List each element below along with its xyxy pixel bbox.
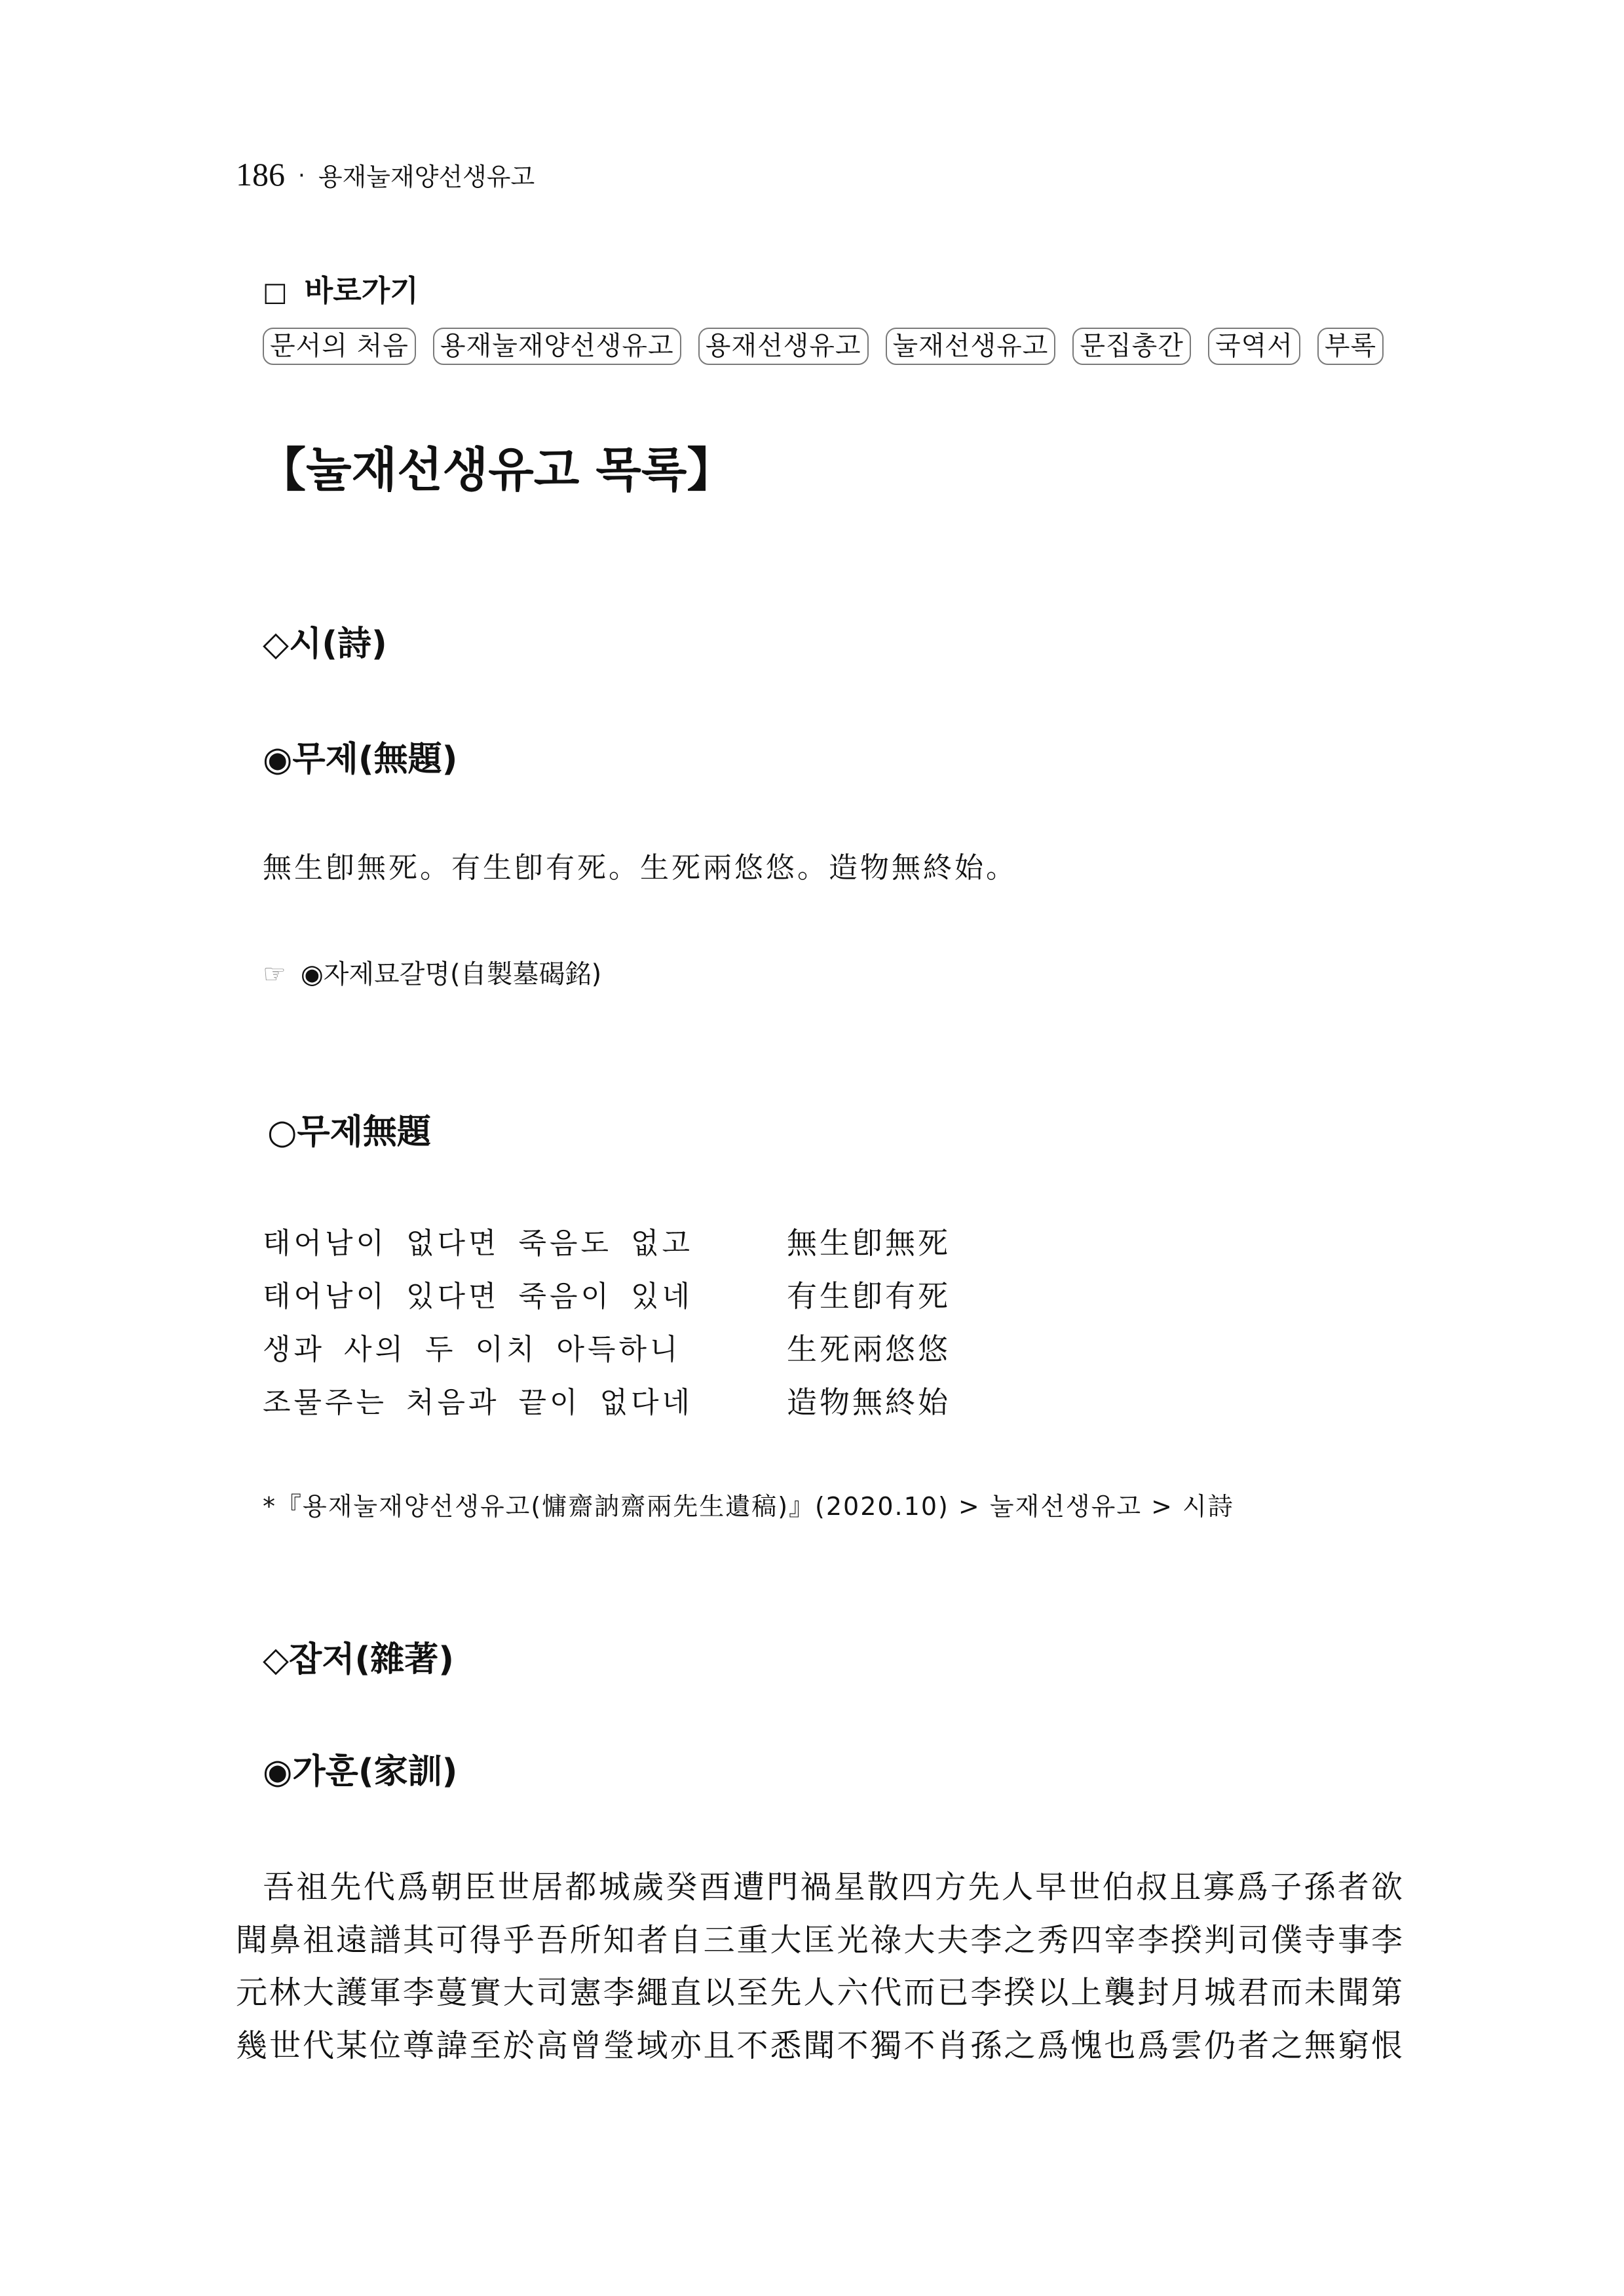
nav-button-yongjae-nuljae-yugo[interactable]: 용재눌재양선생유고 [433, 328, 681, 365]
page-number: 186 [236, 156, 285, 193]
translation-row [263, 1376, 1180, 1429]
poetry-category-heading: ◇시(詩) [263, 624, 387, 664]
nav-button-translation[interactable]: 국역서 [1208, 328, 1300, 365]
translation-hanja-line: 造物無終始 [787, 1385, 951, 1420]
nav-button-nuljae-yugo[interactable]: 눌재선생유고 [886, 328, 1056, 365]
nav-button-yongjae-yugo[interactable]: 용재선생유고 [698, 328, 869, 365]
translation-row [263, 1323, 1180, 1376]
shortcut-heading [263, 271, 419, 311]
running-header-title: 용재눌재양선생유고 [318, 163, 535, 191]
poem-original-text: 無生卽無死。有生卽有死。生死兩悠悠。造物無終始。 [263, 851, 1017, 885]
pointing-hand-icon: ☞ [263, 959, 286, 989]
nav-button-appendix[interactable]: 부록 [1317, 328, 1384, 365]
poem-entry-title: ◉무제(無題) [263, 740, 458, 779]
translation-row [263, 1270, 1180, 1323]
nav-button-document-start[interactable]: 문서의 처음 [263, 328, 416, 365]
square-bullet-icon: □ [263, 277, 288, 307]
translation-title: ○무제無題 [267, 1113, 431, 1152]
text-line: 聞鼻祖遠譜其可得乎吾所知者自三重大匡光祿大夫李之秀四宰李揆判司僕寺事李 [236, 1921, 1403, 1959]
shortcut-nav [263, 328, 1384, 365]
running-header [236, 155, 535, 194]
translation-row [263, 1217, 1180, 1270]
family-precepts-title: ◉가훈(家訓) [263, 1752, 458, 1791]
cross-reference-link[interactable]: ◉자제묘갈명(自製墓碣銘) [300, 959, 602, 989]
translation-korean-line: 태어남이 있다면 죽음이 있네 [263, 1280, 694, 1313]
header-separator: · [298, 163, 305, 189]
translation-hanja-line: 生死兩悠悠 [787, 1331, 951, 1367]
text-line: 幾世代某位尊諱至於高曾瑩域亦且不悉聞不獨不肖孫之爲愧也爲雲仍者之無窮恨 [236, 2027, 1403, 2064]
nav-button-munjip-chonggan[interactable]: 문집총간 [1072, 328, 1191, 365]
translation-korean-line: 생과 사의 두 이치 아득하니 [263, 1333, 681, 1366]
shortcut-label: 바로가기 [304, 273, 419, 308]
translation-table [263, 1217, 1180, 1429]
source-citation: *『용재눌재양선생유고(慵齋訥齋兩先生遺稿)』(2020.10) > 눌재선생유고 > 시詩 [263, 1492, 1234, 1521]
cross-reference [263, 956, 601, 993]
translation-korean-line: 조물주는 처음과 끝이 없다네 [263, 1386, 694, 1419]
translation-hanja-line: 無生卽無死 [787, 1225, 951, 1261]
miscellany-category-heading: ◇잡저(雜著) [263, 1640, 454, 1679]
contents-title: 【눌재선생유고 목록】 [259, 442, 734, 497]
family-precepts-text [236, 1861, 1403, 2072]
text-line: 吾祖先代爲朝臣世居都城歲癸酉遭門禍星散四方先人早世伯叔且寡爲子孫者欲 [263, 1869, 1403, 1905]
text-line: 元林大護軍李蔓實大司憲李繩直以至先人六代而已李揆以上襲封月城君而未聞第 [236, 1974, 1403, 2011]
translation-korean-line: 태어남이 없다면 죽음도 없고 [263, 1227, 694, 1260]
translation-hanja-line: 有生卽有死 [787, 1278, 951, 1314]
